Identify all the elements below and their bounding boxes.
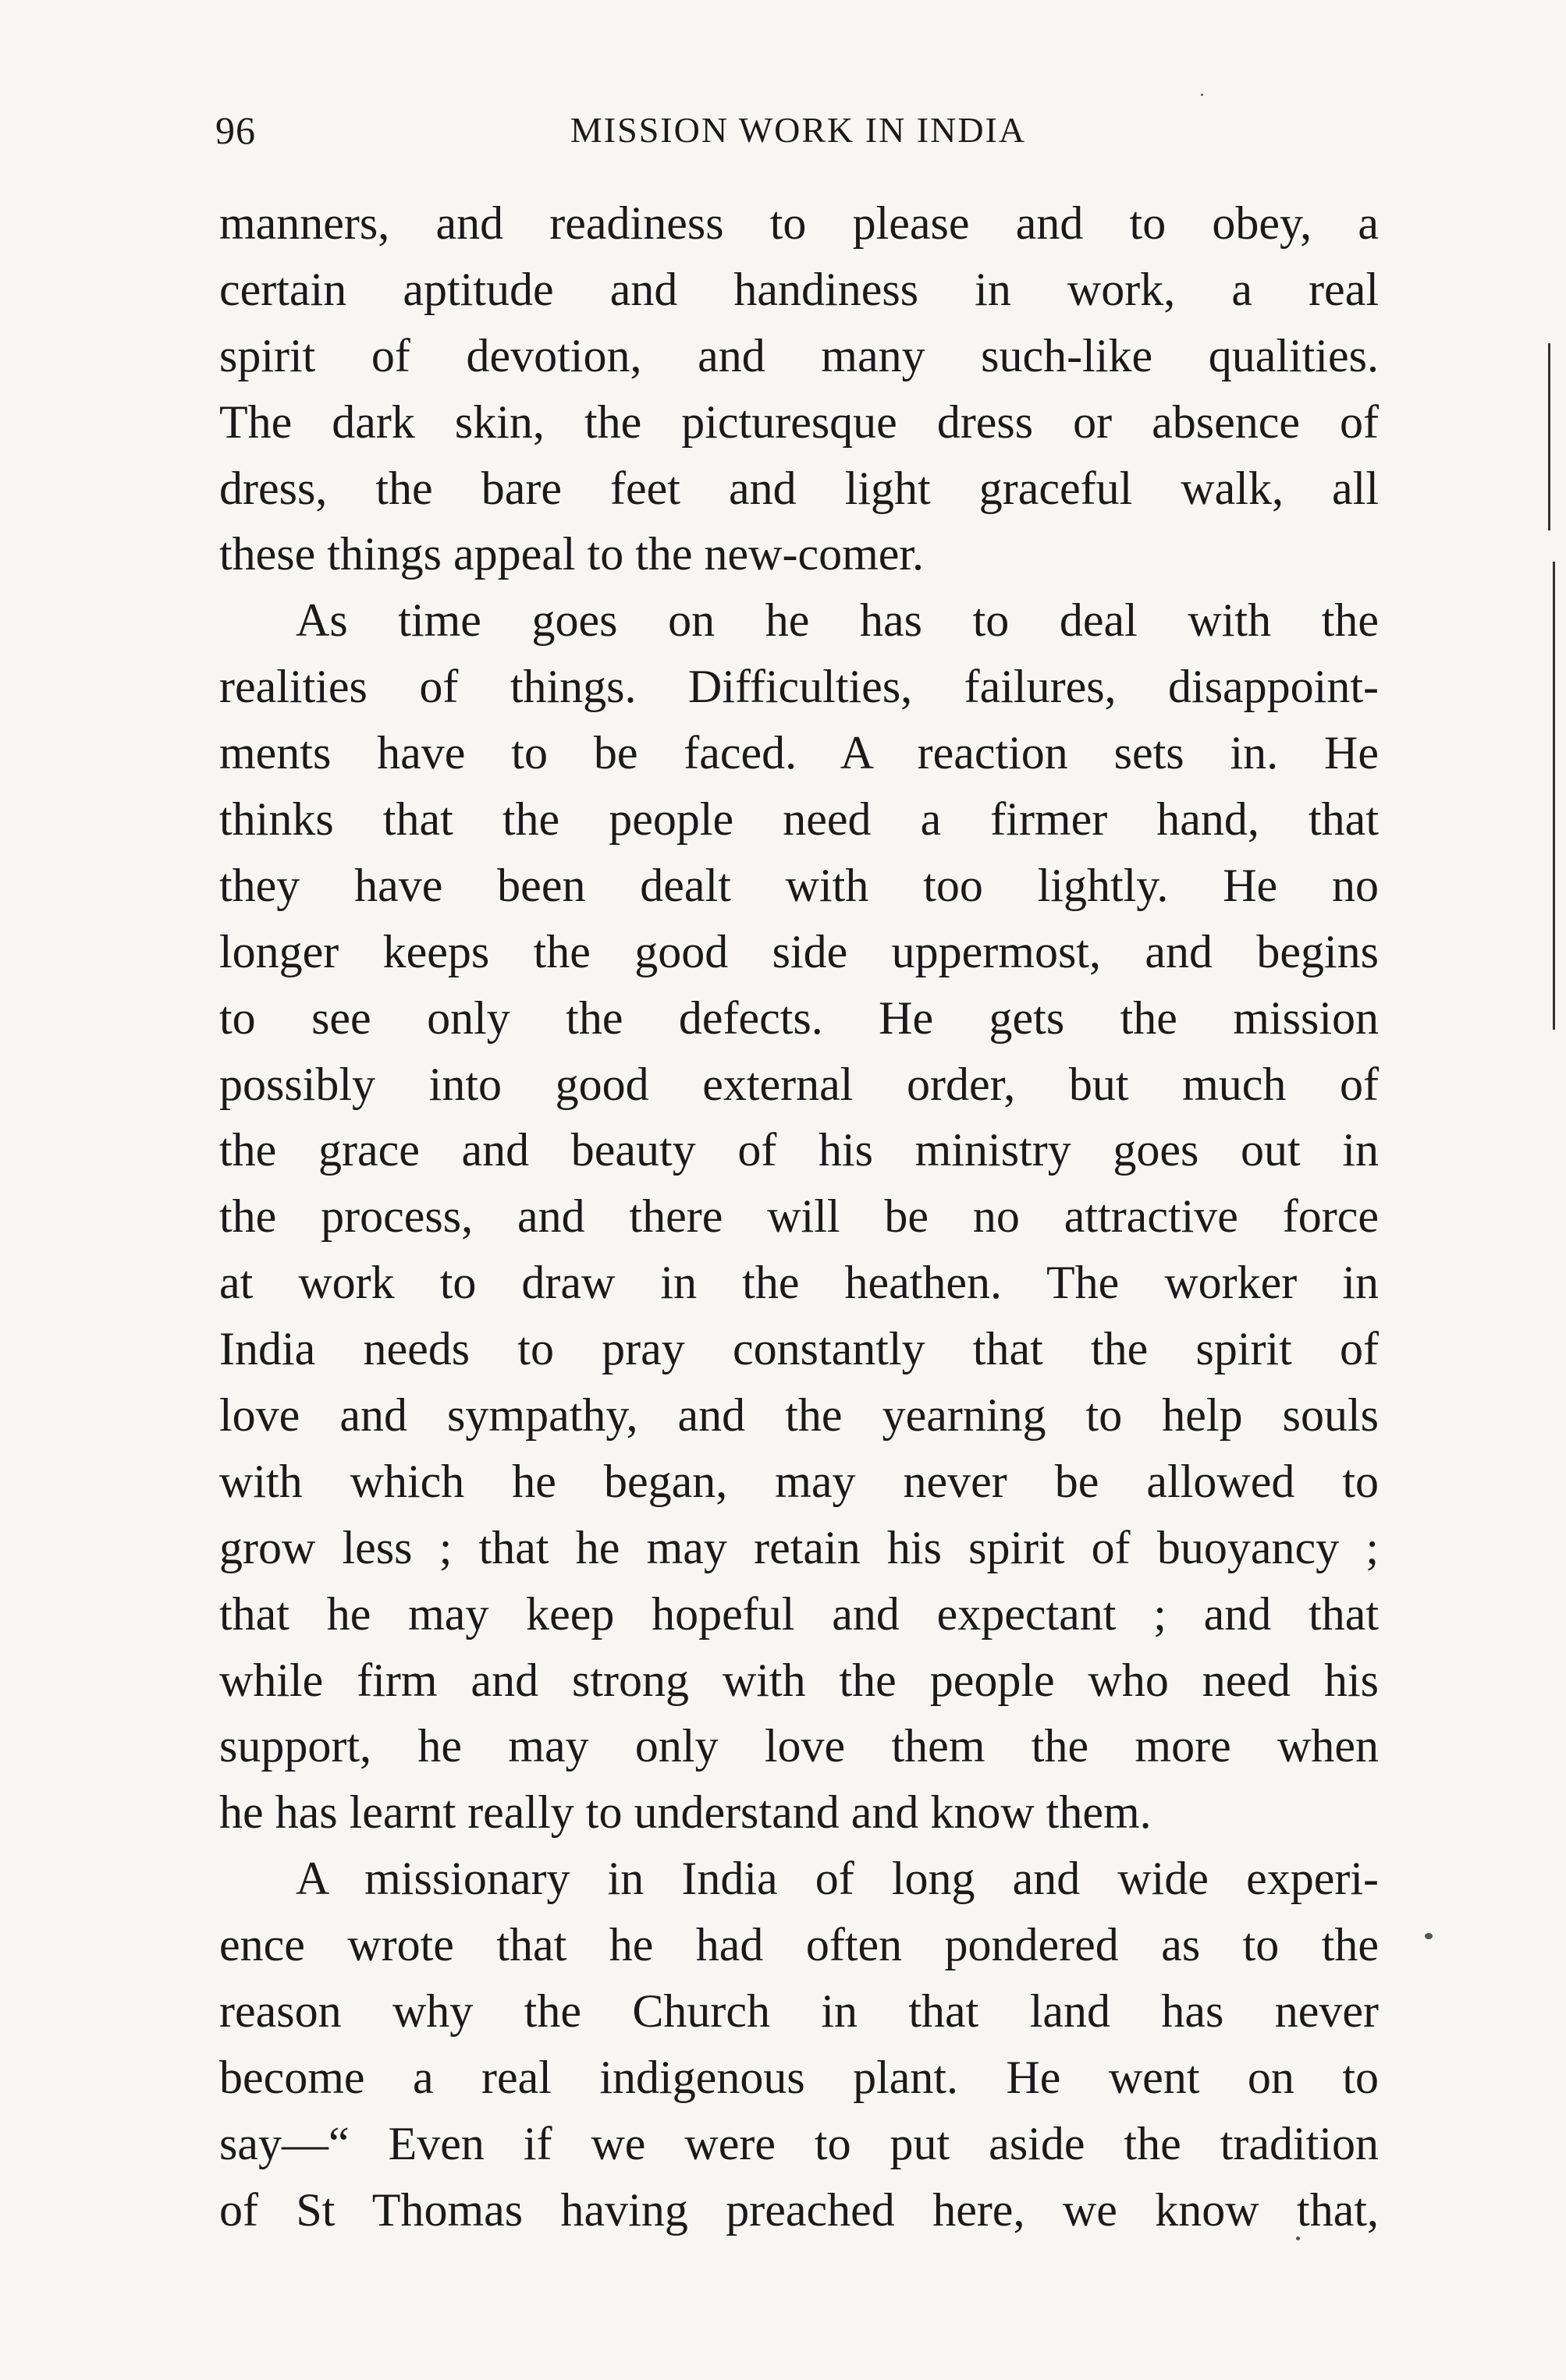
- scan-edge-mark: [1553, 562, 1555, 1030]
- text-line: he has learnt really to understand and know them.: [219, 1786, 1152, 1839]
- text-line: India needs to pray constantly that the spirit of: [219, 1323, 1379, 1375]
- text-line: these things appeal to the new-comer.: [219, 528, 925, 580]
- scan-speck: [1201, 94, 1203, 96]
- text-line: of St Thomas having preached here, we know that,: [219, 2183, 1379, 2236]
- text-line: manners, and readiness to please and to obey, a: [219, 197, 1379, 249]
- text-line: As time goes on he has to deal with the: [296, 594, 1379, 647]
- text-line: with which he began, may never be allowed to: [219, 1455, 1379, 1507]
- text-line: support, he may only love them the more when: [219, 1720, 1379, 1772]
- text-line: dress, the bare feet and light graceful walk, all: [219, 462, 1379, 514]
- text-line: certain aptitude and handiness in work, a real: [219, 263, 1379, 315]
- text-line: ence wrote that he had often pondered as to the: [219, 1919, 1379, 1971]
- text-line: they have been dealt with too lightly. He no: [219, 859, 1379, 911]
- text-line: at work to draw in the heathen. The worker in: [219, 1257, 1379, 1309]
- text-line: realities of things. Difficulties, failures, disappoint-: [219, 661, 1379, 713]
- text-line: possibly into good external order, but much of: [219, 1058, 1379, 1110]
- text-line: that he may keep hopeful and expectant ; and that: [219, 1587, 1379, 1640]
- text-line: A missionary in India of long and wide experi-: [296, 1853, 1379, 1905]
- page-number: 96: [215, 108, 256, 152]
- scan-speck: [1425, 1933, 1433, 1939]
- text-line: the grace and beauty of his ministry goes out in: [219, 1124, 1379, 1176]
- text-line: while firm and strong with the people who need his: [219, 1654, 1379, 1706]
- text-line: grow less ; that he may retain his spirit of buoyancy ;: [219, 1521, 1379, 1573]
- text-line: become a real indigenous plant. He went on to: [219, 2051, 1379, 2103]
- text-line: reason why the Church in that land has never: [219, 1985, 1379, 2038]
- scan-edge-mark: [1548, 343, 1550, 530]
- text-line: to see only the defects. He gets the mission: [219, 991, 1379, 1044]
- text-line: the process, and there will be no attractive force: [219, 1190, 1379, 1243]
- text-line: love and sympathy, and the yearning to help souls: [219, 1389, 1379, 1442]
- scan-speck: [1296, 2236, 1300, 2240]
- text-line: spirit of devotion, and many such-like qualities.: [219, 329, 1379, 381]
- text-line: thinks that the people need a firmer hand, that: [219, 793, 1379, 846]
- text-line: longer keeps the good side uppermost, and begins: [219, 925, 1379, 977]
- text-line: ments have to be faced. A reaction sets in. He: [219, 727, 1379, 779]
- text-line: say—“ Even if we were to put aside the tradition: [219, 2117, 1379, 2169]
- running-title: MISSION WORK IN INDIA: [570, 110, 1027, 150]
- page-header: [215, 103, 1381, 158]
- text-line: The dark skin, the picturesque dress or absence of: [219, 395, 1379, 448]
- body-text: [219, 190, 1379, 2243]
